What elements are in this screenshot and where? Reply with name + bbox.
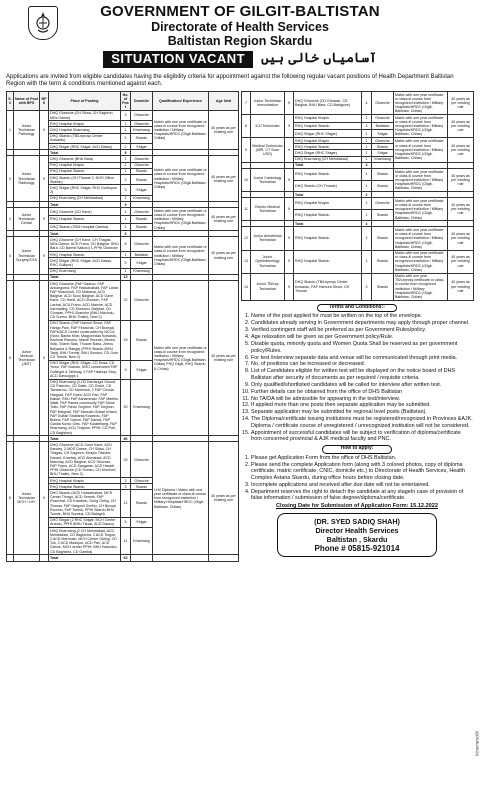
table-cell: DHQ Kharmang (3-CD Kamangoi Gound, CD Patenho, CD Gatte, CD Gochi, CD Tainsarmo, CD Marmush, 2 FAP Chosla, Hargosil, FAP Gaeo, ACD Pari, FAP Kakari, RKD FAP Ashammad, FAP Manthu Nalai, FAP Panda community FAP Stone Toltu, FAP Sredo Torghon, FAP Torghon, FAP Hargosil, FAP Manuah Gultari Kharoi, FAP Gultari Stoktanta Kowardu, FAP Bubna, FAP Gahori, FAP Darsat, FAP Ganba Kurdo Girtc, FAP Kutabthang, FAP Kharmang, ACD Torghon, PPHI: CD Pari, CD Baghbon) [49,379,121,436]
table-cell: Matric with one year certificate or class-iii course from recognized institution / Military Hospitals/HRDC (Gilgit-Baltistan, Chilas) [394,198,448,221]
table-cell: RHQ Hospital Khaplu [294,115,362,123]
table-cell: DHQ Hospital Kharmang [49,127,121,133]
table-cell: Total [49,274,121,280]
table-cell [40,555,49,561]
table-cell: 14 [242,273,251,300]
vacancy-table-left [6,91,239,562]
table-cell: Skardu [372,180,394,192]
table-cell: RHQ Hospital Skardu [294,122,362,130]
table-cell: Matric with one year certificate or class-iii course from recognized institution / Military Hospitals/HRDC (Gilgit-Baltistan, Chilas) [153,237,209,274]
table-cell: DHQ Ghanche (ACD Gone Kane, ACD Kandey, 2-MDS Ganse, CH Siksa, CH Thagas, CH Saghron, Khaplu Tissoter, Daosoi, Kharfaq, ACD Ahmabad, ACD Marchay, ACD Balghar, ACD Ghursan, FAP Frano, ACD Saogaras, ACD Haradi, PPHI Ghanche (CD Somsu, CD Khurhee, BHU Thalle), New 2) [49,442,121,478]
table-row [7,237,239,252]
table-cell: 4 [362,162,372,168]
table-cell: 1 [121,168,131,174]
table-cell: Shigar [372,150,394,156]
table-cell: 9 [121,360,131,379]
table-cell: Matric with one year certificate or class-iii course from recognized institution / Military Hospitals/HRDC (Gilgit-Baltistan, Chilas) PHQ Gilgit, RHQ Skardu & Chilas) [153,281,209,436]
table-cell: 40 years as per existing rule [448,198,474,221]
table-cell: 12 [242,227,251,250]
list-item: 12. If applied more than one posts then separate application may be submitted. [251,402,473,409]
directorate-title: Directorate of Health Services [151,20,329,34]
table-cell: DHQ Skardu (CH Thowar) [294,180,362,192]
table-cell: Kharmang [372,156,394,162]
table-cell: 2 [362,115,372,123]
table-cell: DHQ Kharmang (2 CH Mehdiabad, ACD Mehdiabad, CD Baghicha, 2 ACD Torgon, 2 ACD Marmush, MCH Center Olding, CD Tuk, 2 ACD Madupur, ACD Pari, ACD Ganoe, MCH center PPHI: BHU Hasonbu, CD Baghicha, CD Gamba) [49,528,121,555]
table-cell: Matric with one year certificate or class-iii course from recognized institution / Military Hospitals/HRDC (Gilgit-Baltistan, Chilas) [154,208,207,230]
table-cell: 80 [121,436,131,442]
table-cell: RHQ Hospital Khaplu [294,198,362,210]
table-cell: 40 years as per existing rule [209,281,239,436]
table-cell: 9 [285,227,294,250]
table-row [242,227,474,250]
list-item: 14. The Diploma/certificate issuing institutions must be registered/recognized in Provinces &AJK. Diploma / certificate course of unregistered / unrecognized institution will not be considered. [251,416,473,429]
terms-title: Terms and Conditions:- [317,304,397,313]
side-code: (QOS-BLSK/22) [475,730,479,756]
table-cell: 9 [285,169,294,192]
table-cell: 2 [362,221,372,227]
urdu-banner: آسامیاں خالی ہیں [261,51,377,66]
table-cell: 9 [285,138,294,163]
table-cell: 30 [121,379,131,436]
table-cell: Matric with one year certificate or class-iii course from recognized institution / Military Hospitals/HRDC (Gilgit-Baltistan, Chilas) [394,250,448,273]
table-row [7,555,239,561]
table-cell: 9 [285,92,294,115]
government-title: GOVERNMENT OF GILGIT-BALTISTAN [100,3,380,20]
table-cell: 12 [121,490,131,517]
signatory-title: Director Health Services [315,526,399,536]
table-cell: 2 [121,144,131,150]
table-cell: DHQ Skardu (CH Thowar 2, DHO Office Skardu) [49,175,121,185]
table-cell: 1 [362,169,372,181]
table-cell: Junior Technician Dental [14,208,40,231]
table-cell: Matric with one year certificate or class-iii course from recognized institution / Military Hospitals/HRDC (Gilgit-Baltistan, Chilas) [153,110,209,149]
table-cell: RHQ Hospital Skardu [49,252,121,258]
table-row [242,169,474,181]
table-cell: Kharmang [131,528,153,555]
table-cell: 9 [40,237,49,274]
table-header-cell: BPS [40,92,49,111]
table-cell: DHQ Ghanche (CH Siksa, CH Saghron, MDs Ganse) [49,110,121,120]
table-cell: DHQ Ghanche (FAP Gadroo, FAP Ankangoma, FAP Hassanabad, FAP Lahar, FAP Khachooh, CD Mabacal, ACD Balghar, ACD Scoo Balghar, ACD Gone Kane, CD Hardi, ACD Ghursen, FAP Lachat, ACD Frano, ACD Marche, ACD Karmading, CD Khusmoi, Balghar, CD Chowari, PPHI Ghanche (BHU Machulu, CD Surmo, BHU Thalle), New 2) [50,281,119,320]
table-cell: Skardu [131,168,153,174]
table-cell: Shigar [372,130,394,138]
right-column [241,91,473,562]
table-cell [209,555,239,561]
region-title: Baltistan Region Skardu [167,34,313,48]
table-cell: RHQ Hospital Skardu [294,227,362,250]
table-cell: Ghanche [372,138,394,144]
table-row [242,250,474,273]
table-cell: 1 [121,252,131,258]
table-cell: 13 [242,250,251,273]
list-item: 2. Candidates already serving in Government departments may apply through proper channel. [251,320,473,327]
table-cell: Junior Cardiology Technician [251,169,285,192]
table-cell: 1 [362,150,372,156]
table-cell: Matric with one year certificate or class-iii course from recognized institution / Military Hospitals/HRDC (Gilgit-Baltistan, Chilas) [394,92,448,115]
table-row [7,110,239,120]
table-cell: Skardu [131,215,153,223]
table-cell: Junior Technician Radiology [14,156,40,202]
table-cell: 11 [121,528,131,555]
table-header-cell: S.# [7,92,14,111]
table-cell: 3 [362,273,372,300]
list-item: 3. Verified contingent staff will be preferred as per Government Rules/policy. [251,327,473,334]
table-cell: Total [49,202,121,208]
table-cell [153,555,209,561]
table-cell: DHQ Shigar (RHC Shigar, ACD Dassu) [49,144,121,150]
table-cell: 40 years as per existing rule [448,227,474,250]
table-cell: Junior Technician MCH / LHV [14,442,40,555]
table-cell: 1 [121,268,131,274]
table-cell: Skardu [131,133,153,143]
table-cell: 3 [121,185,131,195]
table-cell: 1 [121,215,131,223]
table-cell: 9 [40,442,49,555]
table-cell: DHQ Shigar (RHC Shigar, RHC Dodropon 2) [49,185,121,195]
table-cell: 1 [121,208,131,216]
table-cell: 4 [7,237,14,274]
table-cell: Electro Medical Technician [251,198,285,221]
table-header-cell: Place of Posting [49,92,121,111]
table-cell: DHQ Shigar (RHC Shigar) [294,130,362,138]
table-cell: Total [294,192,362,198]
table-cell: Ghanche [131,237,153,252]
table-cell: Kharmang [131,127,153,133]
table-cell: DHQ Ghanche (CH Kane, CH Thagas, MDs Ganse, ACD Frano, CD Balghar, BHU Bara, CD Barmit Saltoro) 1-PPHI Ghanche [50,237,119,251]
table-cell: Ghanche [131,208,153,216]
table-cell: 9 [121,150,131,156]
table-row [7,208,239,216]
table-cell: LHV Diploma / Matric with one year certificate or class-iii course from recognized institution / Military Hospitals/HRDC (Gilgit-Baltistan, Chilas) [153,442,209,555]
how-to-apply-list [241,455,473,502]
table-cell: Skardu [131,175,153,185]
table-cell: 2 [121,133,131,143]
table-cell: Baltistan [372,122,394,130]
table-cell: 3 [121,110,131,120]
table-cell: Ghanche [131,281,153,321]
table-cell: 1 [7,110,14,149]
table-cell: 40 years as per existing rule [448,92,474,115]
table-cell: 1 [362,227,372,250]
table-cell: DHQ Shigar (RHC Shigar, ACD Dassu, RHC Gulbpor) [49,258,121,268]
table-cell: Kharmang [131,195,153,201]
table-cell: Total [294,221,362,227]
table-cell: 9 [285,250,294,273]
table-cell: Shigar [131,185,153,195]
table-cell: Skardu [131,490,153,517]
table-cell: Total [49,231,121,237]
list-item: 11. No TA/DA will be admissible for appearing in the test/interview. [251,396,473,403]
list-item: 6. For test /interview separate data and venue will be communicated through print media. [251,355,473,362]
table-cell: 10 [242,169,251,192]
table-cell: Kharmang [131,268,153,274]
table-cell: Skardu [372,209,394,221]
table-row [242,115,474,123]
list-item: 1. Name of the post applied for must be written on the top of the envelope. [251,313,473,320]
table-cell: Junior Medical Technician (JMT) [14,281,40,436]
government-emblem-icon [28,6,58,40]
vacancy-table-right [241,91,474,301]
table-cell: Ghanche [131,110,153,120]
table-cell: 1 [362,180,372,192]
table-cell: 1 [362,138,372,144]
table-row [242,92,474,115]
table-cell: 22 [121,281,131,321]
table-cell: Total [294,162,362,168]
table-cell: 1 [121,195,131,201]
table-cell: 3 [7,208,14,231]
table-cell: Ghanche [131,156,153,162]
list-item: 4. Age relaxation will be given as per Government policy/Rule. [251,334,473,341]
table-cell: Kharmang [131,379,153,436]
table-cell: Junior Technician Pathology [14,110,40,149]
table-cell: RHQ Hospital Khaplu [49,162,121,168]
intro-text: Applications are invited from eligible candidates having the eligibility criteria for appointment against the following regular vacant positions of Health Department Baltistan Region with the term & conditions mentioned against each. [6,74,454,87]
table-cell: Matric with one year certificate or class-iii course from recognized institution / Military Hospitals/HRDC (Gilgit-Baltistan, Chilas) [153,156,209,202]
table-cell: RHQ Hospital Skardu [49,484,121,490]
table-cell: Junior Technician Immunization [251,92,285,115]
table-cell: RHQ Hospital Skardu [294,169,362,181]
list-item: 2. Please send the complete Application form (along with 3 colored photos, copy of diploma certificate, matric certificate, CNIC, domicile etc.) to Directorate of Health Services, Health Complex Astana Skardu, during office hours before closing date. [251,462,473,482]
table-header-cell: Name of Post with BPS [14,92,40,111]
list-item: 10. Further details can be obtained from the office of DHS Baltistan [251,389,473,396]
table-cell: 19 [121,320,131,360]
table-cell: 9 [242,138,251,163]
table-cell: Matric with one year certificate or class-iii course from recognized institution / Military Hospitals/HRDC (Gilgit-Baltistan, Chilas) [394,169,448,192]
table-header-cell: No. of Post [122,92,129,110]
table-cell: Junior Ophthalmology Technician [251,250,285,273]
table-cell: Skardu [372,250,394,273]
table-cell: RHQ Hospital Khaplu [49,478,121,484]
table-cell: Skardu [131,223,153,231]
table-cell: Ghanche [372,92,394,115]
list-item: 1. Please get Application Form from the office of DHS Baltistan. [251,455,473,462]
table-cell: 1 [121,162,131,168]
table-cell: Junior Anesthesia Technician [251,227,285,250]
table-cell: 9 [40,208,49,231]
table-cell: 8 [121,237,131,252]
table-cell: 1 [362,250,372,273]
table-cell: 1 [121,223,131,231]
table-cell: 40 years as per existing rule [448,273,474,300]
table-cell: 1 [362,130,372,138]
table-cell: Skardu [372,227,394,250]
table-cell: Skardu [372,144,394,150]
table-cell: 2 [7,156,14,202]
table-cell: 40 years as per existing rule [209,237,239,274]
table-cell: 40 years as per existing rule [448,169,474,192]
table-cell: DHQ Kharmang [49,268,121,274]
table-cell: DHQ Ghanche (CD Ghowari, CD Balghar, BHU Bara, CD Balagone) [294,92,362,115]
table-cell: Medical Technician (MRI, CT Scan USG) [251,138,285,163]
list-item: 15. Appointment of successful candidates will be subject to verification of diploma/certificate from concerned provincial & AJK medical faculty and PNC. [251,430,473,443]
table-header-cell: Age limit [209,92,239,111]
table-cell: RHQ Hospital Skardu [49,168,121,174]
table-cell [14,555,40,561]
list-item: 3. Incomplete applications and received after due date will not be entertained. [251,482,473,489]
table-cell: 3 [121,478,131,484]
table-cell: Total [49,150,121,156]
table-cell: 40 years as per existing rule [209,156,239,202]
table-cell: 2 [362,192,372,198]
table-cell: Shigar [131,517,153,527]
table-cell: Total [49,436,121,442]
table-cell: DHO Skardu (FAP Hamuri Shoot, FAP Harigo Pain, FAP Firanchat, CH Burnyal, FAPs/ACD Center constructed by NCCA (Nold, Basho Khar, Maqponidaa Kowardu, Kachnal Risoonu, Mandi Roundu, Benea Stak, Sharin Stak, Thowar Baba, Zeenu Balyaera & Ranga) (PPHI Skardu (BHU Tara), BHU Tormik, BHU Sundus, CD Gole, CD Tormik, New 2) [50,321,119,360]
table-cell: 1 [121,127,131,133]
table-cell: DHO Shigar (RHC Shigar, CD Hosa, CD Yuwu, FAP Arandu, NGO constructed FAP Ooltingol & Tarkisay, 2 FAP Hashupi Stop, ACD Dassu)ppk 1 [49,360,121,379]
table-cell: 5 [7,281,14,436]
table-row [7,442,239,478]
header [6,4,474,72]
table-cell: 3 [121,484,131,490]
closing-date: Closing Date for Submission of Application Form: 15.12.2022 [275,502,439,509]
table-cell: 7 [242,92,251,115]
table-header-cell: Domicile [131,92,153,111]
terms-list [241,313,473,442]
table-cell: RHQ Hospital Skardu [294,144,362,150]
table-cell: DHO Skardu (ACD Hussainabad, MCH Center Thorgo, ACD Sermik, FAP Firanchat, CD Kowardu, Gong Oldng, CH Thowar, FAP Hargosil Gerthu, CH Bunyal Roundu, FAP Tormik, PPHI Skardu BHU Tormik, BHU Sundus, CD Balagel) [49,490,121,517]
table-cell: 6 [7,442,14,555]
table-cell: Matric with one year certificate or class-iii course from recognized institution / Military Hospitals/HRDC (Gilgit-Baltistan, Chilas) [394,138,448,163]
table-header-cell: Qualification/ Experience [153,92,209,111]
table-cell: Ghanche [131,442,153,478]
table-cell: Junior TB/Lep Technician [251,273,285,300]
table-cell: 40 years as per existing rule [448,250,474,273]
table-cell: Ghanche [131,121,153,127]
table-cell: Baltistan [131,252,153,258]
table-cell: Shigar [131,360,153,379]
table-cell: 1 [121,121,131,127]
signatory-name: (DR. SYED SADIQ SHAH) [314,517,400,527]
table-cell: 9 [285,198,294,221]
table-cell: Skardu [131,320,153,360]
table-cell: Matric with one year TB/Leprosy certificate or class-iii course from recognized institution / Military Hospitals/HRDC (Gilgit-Baltistan, Chilas) [394,273,448,300]
table-cell: Ghanche [131,162,153,168]
how-to-apply-title: How to apply: [322,445,392,454]
table-cell: 3 [121,258,131,268]
table-cell [131,555,153,561]
table-cell: 1 [121,156,131,162]
table-cell: 8 [242,115,251,138]
table-cell: DHQ Skardu (TB/Leprosy Center Kowardu) [49,133,121,143]
table-cell: ICU Technician [251,115,285,138]
table-cell: RHQ Hospital Khaplu [294,138,362,144]
table-cell: 11 [242,198,251,221]
table-cell: DHQ Shigar (RHC Shigar) [294,150,362,156]
table-cell: 1 [362,198,372,210]
table-cell: 40 years as per existing rule [448,138,474,163]
table-cell: 9 [40,281,49,436]
table-cell: DHQ Ghanche (CD Kane) [49,208,121,216]
table-cell: 2 [121,175,131,185]
table-cell: Skardu [372,169,394,181]
table-cell: RHQ Hospital Skardu [294,209,362,221]
table-cell: 63 [121,555,131,561]
table-cell: 13 [121,274,131,280]
table-cell: 1 [362,209,372,221]
table-cell: 9 [40,110,49,149]
list-item: 13. Separate application may be submitted for regional level posts (Baltistan). [251,409,473,416]
list-item: 5. Disable quota, minority quota and Women Quota Shall be reserved as per government policy/Rules. [251,341,473,354]
list-item: 9. Only qualified/shortlisted candidates will be called for interview after written test. [251,382,473,389]
table-cell: Matric with one year certificate or class-iii course from recognized institution / Military Hospitals/HRDC (Gilgit-Baltistan, Chilas) [394,227,448,250]
table-cell: DHQ Kharmang (CH Mehdiabad) [294,156,362,162]
table-cell: Ghanche [372,198,394,210]
table-cell: 40 years as per existing rule [448,115,474,138]
list-item: 7. No. of positions can be increased or decreased. [251,361,473,368]
table-cell: RHQ Hospital Skardu [49,215,121,223]
table-cell: 9 [121,202,131,208]
table-cell: 5 [121,517,131,527]
table-cell: 3 [121,231,131,237]
table-cell: Shigar [131,258,153,268]
table-cell: DHQ Skardu (TB/Leprosy Center Kowardu, FAP Hamura Shoot, CH Thowar [294,273,362,300]
list-item: 4. Department reserves the right to detach the candidate at any stageIn case of provision of false information / submission of false degree/diploma/certificate. [251,489,473,502]
table-cell: DHO Shigar (2 RHC Shigar, MCH Center Arandu, PPHI (BHU Tissar, ACD Dassu) [49,517,121,527]
table-cell: 9 [285,273,294,300]
table-cell: 4 [362,92,372,115]
table-cell: 40 years as per existing rule [209,442,239,555]
table-cell [7,555,14,561]
table-cell: 40 years as per existing rule [209,208,239,231]
table-cell: 29 [121,442,131,478]
signatory-phone: Phone # 05815-921014 [314,544,400,554]
table-cell: RHQ Hospital Khaplu [49,121,121,127]
signature-block [277,513,437,557]
table-cell: DHQ Ghanche (BHU Bara) [49,156,121,162]
signatory-place: Baltistan , Skardu [326,535,388,545]
situation-vacant-banner: SITUATION VACANT [103,51,253,68]
table-row [242,198,474,210]
table-row [242,273,474,300]
table-cell: Skardu [131,484,153,490]
table-cell: DHQ Skardu (SSM Hospital Gamba) [49,223,121,231]
table-cell: 3 [362,122,372,130]
table-row [7,281,239,321]
table-cell: DHQ Kharmang (CH Mehdiabad) [49,195,121,201]
table-cell: Shigar [131,144,153,150]
table-cell: 40 years as per existing rule [209,110,239,149]
table-cell: 1 [362,144,372,150]
left-column [6,91,238,562]
table-cell: Junior Technician Surgery/OTA [14,237,40,274]
table-cell: 9 [285,115,294,138]
table-cell: Total [49,555,121,561]
table-cell: RHQ Hospital Skardu [294,250,362,273]
table-cell: Ghanche [131,478,153,484]
table-cell: 9 [40,156,49,202]
table-cell: Matric with one year certificate or class-iii course from recognized institution / Military Hospitals/HRDC (Gilgit-Baltistan, Chilas) [394,115,448,138]
table-cell: 1 [362,156,372,162]
table-cell: Skardu [372,273,394,300]
list-item: 8. List of Candidates eligible for written test will be displayed on the notice board of DHS Baltistan after security of documents as per required / requisite criteria. [251,368,473,381]
table-cell: Ghanche [372,115,394,123]
